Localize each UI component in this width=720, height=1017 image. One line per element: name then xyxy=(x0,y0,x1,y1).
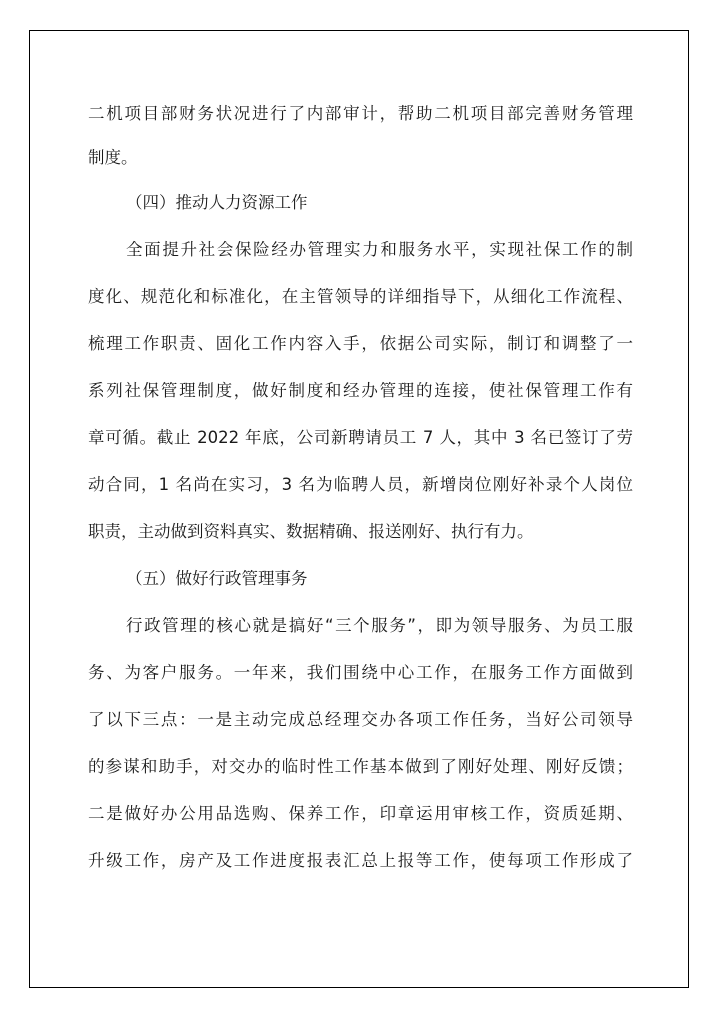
paragraph-first-line: 行政管理的核心就是搞好“三个服务”，即为领导服务、为员工服 xyxy=(126,616,633,635)
body-text-line: 动合同，1 名尚在实习，3 名为临聘人员，新增岗位刚好补录个人岗位 xyxy=(88,475,633,494)
body-text-line: 二机项目部财务状况进行了内部审计，帮助二机项目部完善财务管理 xyxy=(88,104,633,123)
body-text-line: 的参谋和助手，对交办的临时性工作基本做到了刚好处理、刚好反馈； xyxy=(88,757,633,776)
body-text-line: 了以下三点：一是主动完成总经理交办各项工作任务，当好公司领导 xyxy=(88,710,633,729)
body-text-line: 度化、规范化和标准化，在主管领导的详细指导下，从细化工作流程、 xyxy=(88,287,633,306)
section-heading-admin: （五）做好行政管理事务 xyxy=(126,569,308,588)
body-text-line: 升级工作，房产及工作进度报表汇总上报等工作，使每项工作形成了 xyxy=(88,851,633,870)
body-text-line: 二是做好办公用品选购、保养工作，印章运用审核工作，资质延期、 xyxy=(88,804,633,823)
paragraph-first-line: 全面提升社会保险经办管理实力和服务水平，实现社保工作的制 xyxy=(126,240,633,259)
body-text-line: 制度。 xyxy=(88,148,138,167)
body-text-line: 章可循。截止 2022 年底，公司新聘请员工 7 人，其中 3 名已签订了劳 xyxy=(88,428,633,447)
body-text-line: 务、为客户服务。一年来，我们围绕中心工作，在服务工作方面做到 xyxy=(88,663,633,682)
page-border xyxy=(29,30,689,988)
body-text-line: 梳理工作职责、固化工作内容入手，依据公司实际，制订和调整了一 xyxy=(88,334,633,353)
body-text-line: 职责，主动做到资料真实、数据精确、报送刚好、执行有力。 xyxy=(88,522,534,541)
body-text-line: 系列社保管理制度，做好制度和经办管理的连接，使社保管理工作有 xyxy=(88,381,633,400)
section-heading-hr: （四）推动人力资源工作 xyxy=(126,193,308,212)
